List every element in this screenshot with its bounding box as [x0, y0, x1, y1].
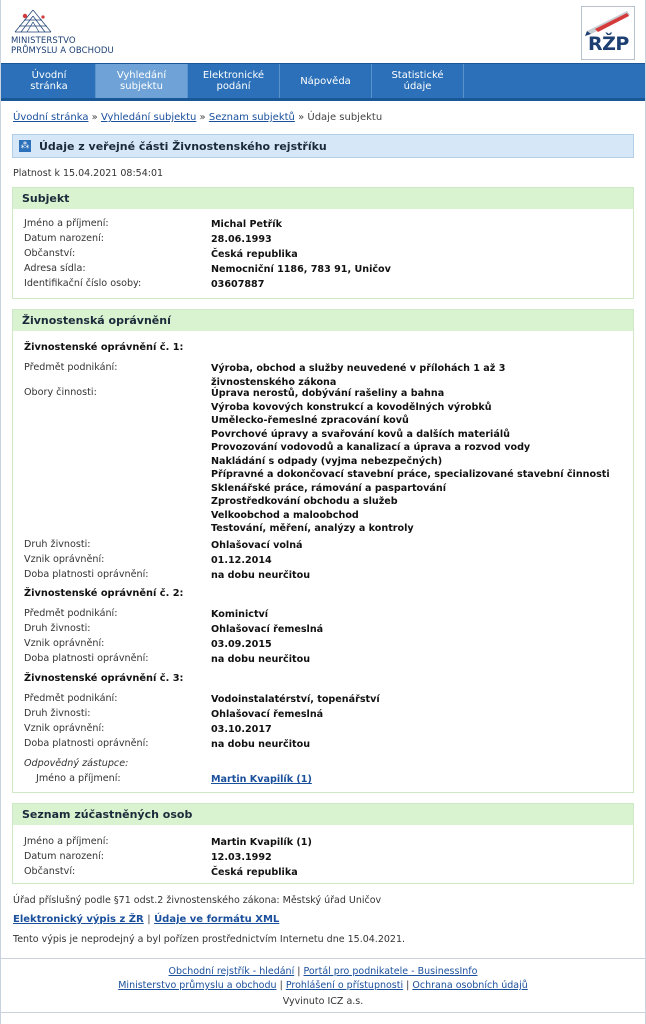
- label: Doba platnosti oprávnění:: [24, 569, 149, 580]
- label: Obory činnosti:: [24, 387, 97, 398]
- label: Jméno a příjmení:: [24, 218, 109, 229]
- label: Občanství:: [24, 866, 76, 877]
- value: Martin Kvapilík (1): [211, 837, 312, 848]
- licences-heading: Živnostenská oprávnění: [13, 310, 633, 331]
- label: Doba platnosti oprávnění:: [24, 738, 149, 749]
- ministry-line-1: MINISTERSTVO: [11, 36, 76, 46]
- nav-electronic-label: Elektronické podání: [202, 70, 265, 92]
- nav-electronic-submission[interactable]: [188, 64, 280, 98]
- label: Druh živnosti:: [24, 708, 91, 719]
- footer-link-businessinfo[interactable]: Portál pro podnikatele - BusinessInfo: [303, 966, 478, 977]
- label: Datum narození:: [24, 851, 104, 862]
- label: Vznik oprávnění:: [24, 638, 105, 649]
- breadcrumb-sep: »: [199, 112, 206, 123]
- field-item: Nakládání s odpady (vyjma nebezpečných): [211, 455, 443, 467]
- separator: |: [406, 980, 410, 991]
- subject-heading: Subjekt: [13, 188, 633, 209]
- label: Odpovědný zástupce:: [24, 758, 129, 769]
- rzp-logo[interactable]: [581, 6, 635, 60]
- label: Druh živnosti:: [24, 539, 91, 550]
- value: 03.10.2017: [211, 724, 272, 735]
- label: Předmět podnikání:: [24, 693, 118, 704]
- footer-line-2: [1, 979, 645, 993]
- separator: |: [279, 980, 283, 991]
- export-links: [13, 914, 279, 925]
- field-item: Velkoobchod a maloobchod: [211, 509, 359, 521]
- nav-search-label: Vyhledání subjektu: [116, 70, 167, 92]
- nav-help[interactable]: [280, 64, 372, 98]
- footer-line-1: [1, 965, 645, 979]
- label: Identifikační číslo osoby:: [24, 278, 142, 289]
- validity-timestamp: Platnost k 15.04.2021 08:54:01: [13, 168, 164, 179]
- responsible-rep-link[interactable]: Martin Kvapilík (1): [211, 774, 312, 785]
- nav-home-label: Úvodní stránka: [30, 70, 68, 92]
- page-title-bar: [12, 134, 634, 158]
- breadcrumb: [13, 112, 382, 123]
- licence-1-title: Živnostenské oprávnění č. 1:: [24, 342, 184, 353]
- footer-link-privacy[interactable]: Ochrana osobních údajů: [412, 980, 528, 991]
- breadcrumb-home[interactable]: Úvodní stránka: [13, 112, 89, 123]
- label: Předmět podnikání:: [24, 608, 118, 619]
- value: Kominictví: [211, 609, 269, 620]
- nav-search[interactable]: [96, 64, 188, 98]
- field-item: Umělecko-řemeslné zpracování kovů: [211, 415, 409, 426]
- label: Vznik oprávnění:: [24, 554, 105, 565]
- nav-help-label: Nápověda: [300, 75, 351, 87]
- label: Datum narození:: [24, 233, 104, 244]
- value: Ohlašovací volná: [211, 540, 303, 551]
- rzp-logo-text: RŽP: [588, 33, 629, 55]
- value: Česká republika: [211, 867, 298, 878]
- breadcrumb-sep: »: [91, 112, 98, 123]
- separator: |: [147, 914, 151, 925]
- ministry-logo[interactable]: [11, 6, 151, 58]
- nav-statistics-label: Statistické údaje: [391, 70, 444, 92]
- field-item: Výroba kovových konstrukcí a kovodělných výrobků: [211, 401, 492, 413]
- ministry-line-2: PRŮMYSLU A OBCHODU: [11, 46, 114, 56]
- persons-heading: Seznam zúčastněných osob: [13, 804, 633, 825]
- footer-link-ministry[interactable]: Ministerstvo průmyslu a obchodu: [118, 980, 277, 991]
- header: [1, 0, 645, 62]
- electronic-extract-link[interactable]: Elektronický výpis z ŽR: [13, 914, 144, 925]
- field-item: Úprava nerostů, dobývání rašeliny a bahna: [211, 388, 445, 399]
- footer-credit: Vyvinuto ICZ a.s.: [282, 996, 364, 1007]
- value: Ohlašovací řemeslná: [211, 624, 324, 635]
- label: Druh živnosti:: [24, 623, 91, 634]
- value: 03607887: [211, 279, 265, 290]
- label: Občanství:: [24, 248, 76, 259]
- footer-link-accessibility[interactable]: Prohlášení o přístupnosti: [285, 980, 404, 991]
- page-title: Údaje z veřejné části Živnostenského rejstříku: [39, 140, 327, 153]
- label: Jméno a příjmení:: [24, 836, 109, 847]
- bottom-divider: [1, 1012, 645, 1013]
- value: Ohlašovací řemeslná: [211, 709, 324, 720]
- footer-link-commercial-register[interactable]: Obchodní rejstřík - hledání: [168, 966, 295, 977]
- label: Doba platnosti oprávnění:: [24, 653, 149, 664]
- breadcrumb-list[interactable]: Seznam subjektů: [208, 112, 295, 123]
- field-item: Sklenářské práce, rámování a paspartování: [211, 482, 446, 494]
- field-item: Přípravné a dokončovací stavební práce, specializované stavební činnosti: [211, 469, 610, 480]
- ministry-name: [11, 36, 114, 56]
- value: na dobu neurčitou: [211, 654, 311, 665]
- field-item: Provozování vodovodů a kanalizací a úprava a rozvod vody: [211, 442, 531, 453]
- licences-panel: [12, 309, 634, 793]
- separator: |: [297, 966, 301, 977]
- licence-2-title: Živnostenské oprávnění č. 2:: [24, 588, 184, 599]
- value: na dobu neurčitou: [211, 570, 311, 581]
- footer: [1, 958, 645, 1009]
- value: Výroba, obchod a služby neuvedené v přílohách 1 až 3 živnostenského zákona: [211, 363, 506, 388]
- label: Vznik oprávnění:: [24, 723, 105, 734]
- value: Vodoinstalatérství, topenářství: [211, 694, 380, 705]
- main-nav: [1, 63, 645, 101]
- field-item: Testování, měření, analýzy a kontroly: [211, 523, 414, 534]
- value: Michal Petřík: [211, 219, 282, 230]
- value: 12.03.1992: [211, 852, 272, 863]
- ministry-emblem-icon: [11, 6, 55, 36]
- breadcrumb-search[interactable]: Vyhledání subjektu: [100, 112, 197, 123]
- value: 03.09.2015: [211, 639, 272, 650]
- office-note: Úřad příslušný podle §71 odst.2 živnostenského zákona: Městský úřad Uničov: [13, 895, 382, 906]
- subject-panel: [12, 187, 634, 299]
- value: 01.12.2014: [211, 555, 272, 566]
- breadcrumb-current: Údaje subjektu: [307, 112, 383, 123]
- value: 28.06.1993: [211, 234, 272, 245]
- nav-statistics[interactable]: [372, 64, 464, 98]
- fields-list: [211, 387, 611, 536]
- field-item: Povrchové úpravy a svařování kovů a dalších materiálů: [211, 428, 510, 440]
- nav-home[interactable]: [3, 64, 96, 98]
- breadcrumb-sep: »: [298, 112, 305, 123]
- value: na dobu neurčitou: [211, 739, 311, 750]
- value: Nemocniční 1186, 783 91, Uničov: [211, 264, 391, 275]
- persons-panel: [12, 803, 634, 884]
- field-item: Zprostředkování obchodu a služeb: [211, 496, 398, 507]
- xml-data-link[interactable]: Údaje ve formátu XML: [154, 914, 280, 925]
- label: Jméno a příjmení:: [36, 773, 121, 784]
- label: Adresa sídla:: [24, 263, 86, 274]
- licence-3-title: Živnostenské oprávnění č. 3:: [24, 673, 184, 684]
- tree-icon: ⁂: [20, 141, 30, 151]
- label: Předmět podnikání:: [24, 362, 118, 373]
- disclaimer: Tento výpis je neprodejný a byl pořízen prostřednictvím Internetu dne 15.04.2021.: [13, 934, 406, 945]
- value: Česká republika: [211, 249, 298, 260]
